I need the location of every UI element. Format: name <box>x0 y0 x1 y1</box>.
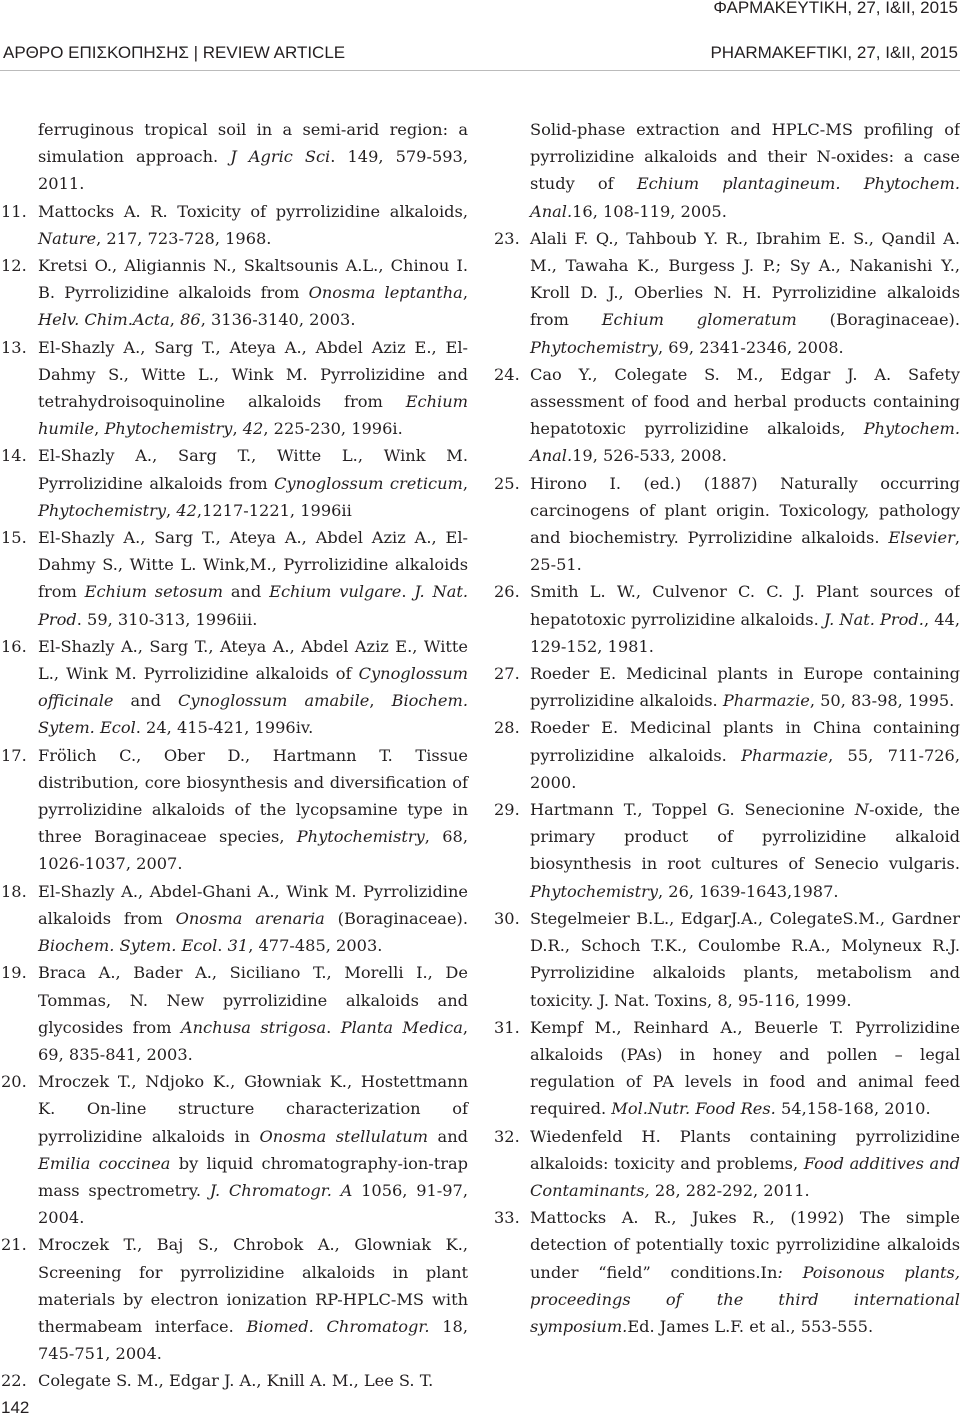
reference-text-italic: Food additives and Contaminants, <box>530 1153 960 1200</box>
reference-entry <box>494 361 960 470</box>
reference-text-italic: Anchusa strigosa <box>180 1017 327 1037</box>
reference-text-italic: Cynoglossum amabile <box>178 691 370 711</box>
reference-entry <box>494 905 960 1014</box>
reference-text-italic: Phytochemistry <box>296 827 425 847</box>
reference-number: 31. <box>494 1017 520 1037</box>
reference-text: Wiedenfeld H. Plants containing pyrrolizidine alkaloids: toxicity and problems, <box>530 1126 960 1173</box>
reference-text: Kempf M., Reinhard A., Beuerle T. Pyrrolizidine alkaloids (PAs) in honey and pollen – legal regulation of PA levels in food and animal feed required. <box>530 1017 960 1119</box>
reference-text-italic: Onosma stellulatum <box>259 1126 429 1146</box>
reference-text: . 59, 310-313, 1996iii. <box>76 609 258 629</box>
reference-text-italic: Planta Medica <box>340 1017 463 1037</box>
reference-entry <box>0 959 468 1068</box>
reference-text: Stegelmeier B.L., EdgarJ.A., ColegateS.M., Gardner D.R., Schoch T.K., Coulombe R.A., Molyneux R.J. Pyrrolizidine alkaloids plants, metabolism and toxicity. J. Nat. Toxins, 8, 95-116, 1999. <box>530 908 960 1010</box>
reference-text: Cao Y., Colegate S. M., Edgar J. A. Safety assessment of food and herbal products containing hepatotoxic pyrrolizidine alkaloids, <box>530 364 960 439</box>
reference-text: , 50, 83-98, 1995. <box>809 691 955 711</box>
reference-text-italic: Elsevier <box>888 528 955 548</box>
reference-text: 16, 108-119, 2005. <box>572 201 727 221</box>
reference-text-italic: Echium plantagineum. Phytochem. Anal. <box>530 174 960 221</box>
reference-entry <box>494 714 960 796</box>
reference-text: Roeder E. Medicinal plants in China containing pyrrolizidine alkaloids. <box>530 718 960 765</box>
reference-text-italic: Echium humile <box>38 392 468 439</box>
reference-number: 24. <box>494 364 520 384</box>
reference-text: , 55, 711-726, 2000. <box>530 745 960 792</box>
reference-text: Roeder E. Medicinal plants in Europe containing pyrrolizidine alkaloids. <box>530 664 960 711</box>
reference-text: , 225-230, 1996i. <box>263 419 403 439</box>
reference-text: El-Shazly A., Sarg T., Ateya A., Abdel Aziz E., El-Dahmy S., Witte L., Wink M. Pyrrolizidine and tetrahydroisoquinoline alkaloids from <box>38 337 468 412</box>
reference-text: . 24, 415-421, 1996iv. <box>135 718 314 738</box>
reference-text-italic: Nature <box>38 228 97 248</box>
reference-text: Ed. James L.F. et al., 553-555. <box>627 1316 874 1336</box>
reference-text: Hirono I. (ed.) (1887) Naturally occurring carcinogens of plant origin. Toxicology, pathology and biochemistry. Pyrrolizidine alkaloids. <box>530 473 960 548</box>
reference-number: 19. <box>1 963 27 983</box>
reference-text-italic: Echium vulgare <box>269 582 402 602</box>
reference-entry <box>494 1014 960 1123</box>
reference-entry <box>0 1068 468 1231</box>
reference-text-italic: Biochem. Sytem. Ecol <box>38 691 468 738</box>
reference-text: El-Shazly A., Abdel-Ghani A., Wink M. Pyrrolizidine alkaloids from <box>38 881 468 928</box>
journal-title-latin: PHARMAKEFTIKI, 27, I&II, 2015 <box>710 43 958 62</box>
reference-text-italic: Cynoglossum officinale <box>38 664 468 711</box>
reference-text: . <box>217 936 228 956</box>
reference-text: , 26, 1639-1643,1987. <box>658 881 839 901</box>
reference-text-italic: J. Chromatogr. A <box>209 1180 353 1200</box>
reference-entry <box>0 116 468 198</box>
reference-text-italic: Biomed. Chromatogr. <box>246 1316 430 1336</box>
reference-number: 33. <box>494 1208 520 1228</box>
reference-number: 12. <box>1 256 27 276</box>
reference-text: 54,158-168, 2010. <box>775 1099 931 1119</box>
reference-entry <box>0 198 468 252</box>
reference-entry <box>0 633 468 742</box>
reference-text-italic: Phytochemistry <box>530 881 659 901</box>
reference-text: , <box>169 310 181 330</box>
reference-text: Hartmann T., Toppel G. Senecionine <box>530 800 855 820</box>
reference-text-italic: Pharmazie <box>722 691 810 711</box>
running-header-top <box>0 0 960 25</box>
reference-text: (Boraginaceae). <box>324 908 468 928</box>
running-header <box>0 36 960 70</box>
reference-entry <box>494 578 960 660</box>
reference-entry <box>0 742 468 878</box>
reference-text: , <box>94 419 105 439</box>
reference-number: 11. <box>1 201 27 221</box>
reference-entry <box>0 252 468 334</box>
references-left-column <box>0 116 468 1395</box>
reference-text-italic: 86 <box>180 310 201 330</box>
reference-text: ,1217-1221, 1996ii <box>196 500 352 520</box>
reference-text-italic: 42 <box>242 419 264 439</box>
reference-number: 18. <box>1 881 27 901</box>
reference-text: (Boraginaceae). <box>796 310 960 330</box>
reference-text: 28, 282-292, 2011. <box>649 1180 810 1200</box>
reference-text: , 217, 723-728, 1968. <box>96 228 272 248</box>
reference-text: Colegate S. M., Edgar J. A., Knill A. M., Lee S. T. <box>38 1371 434 1391</box>
page-number: 142 <box>1 1398 30 1417</box>
reference-text-italic: Emilia coccinea <box>38 1153 171 1173</box>
reference-text: , 69, 2341-2346, 2008. <box>658 337 844 357</box>
reference-number: 30. <box>494 908 520 928</box>
reference-text-italic: Echium glomeratum <box>601 310 797 330</box>
reference-text: . <box>401 582 415 602</box>
header-divider <box>0 70 960 71</box>
reference-text: , 3136-3140, 2003. <box>200 310 356 330</box>
reference-text-italic: Onosma leptantha <box>308 283 463 303</box>
reference-text: Mroczek T., Ndjoko K., Głowniak K., Hostettmann K. On-line structure characterization of pyrrolizidine alkaloids in <box>38 1072 468 1146</box>
journal-title-greek: ΦΑΡΜΑΚΕΥΤΙΚΗ, 27, Ι&ΙΙ, 2015 <box>713 0 958 17</box>
reference-text-italic: Mol.Nutr. Food Res. <box>611 1099 776 1119</box>
reference-text-italic: Onosma arenaria <box>175 908 325 928</box>
reference-text: 18, 745-751, 2004. <box>38 1316 468 1364</box>
reference-text: , 25-51. <box>530 528 960 575</box>
reference-text-italic: J. Nat. Prod. <box>823 609 924 629</box>
reference-text: Smith L. W., Culvenor C. C. J. Plant sources of hepatotoxic pyrrolizidine alkaloids. <box>530 582 960 629</box>
reference-text: Kretsi O., Aligiannis N., Skaltsounis A.L., Chinou I. B. Pyrrolizidine alkaloids from <box>38 256 468 303</box>
reference-text: . 149, 579-593, 2011. <box>38 147 468 194</box>
reference-text: Mroczek T., Baj S., Chrobok A., Glowniak K., Screening for pyrrolizidine alkaloids in plant materials by electron ionization RP-HPLC-MS with thermabeam interface. <box>38 1235 468 1336</box>
reference-text: . <box>326 1017 341 1037</box>
reference-text: El-Shazly A., Sarg T., Witte L., Wink M. Pyrrolizidine alkaloids from <box>38 446 468 493</box>
reference-entry <box>0 442 468 524</box>
reference-entry <box>494 796 960 905</box>
reference-entry <box>0 1367 468 1394</box>
reference-text: Solid-phase extraction and HPLC-MS profiling of pyrrolizidine alkaloids and their N-oxides: a case study of <box>530 120 960 194</box>
reference-number: 22. <box>1 1371 27 1391</box>
reference-text-italic: 42 <box>176 500 197 520</box>
reference-entry <box>494 116 960 225</box>
reference-text: , <box>462 473 468 493</box>
reference-text: by liquid chromatography-ion-trap mass spectrometry. <box>38 1153 468 1200</box>
reference-text-italic: Phytochem. Anal. <box>530 419 960 466</box>
reference-text-italic: 31 <box>227 936 249 956</box>
reference-text: , <box>369 691 392 711</box>
reference-number: 25. <box>494 473 520 493</box>
reference-entry <box>494 660 960 714</box>
reference-entry <box>0 524 468 633</box>
reference-entry <box>0 334 468 443</box>
reference-text-italic: N <box>854 800 869 820</box>
reference-text: , <box>166 500 177 520</box>
reference-text: El-Shazly A., Sarg T., Ateya A., Abdel Aziz A., El-Dahmy S., Witte L. Wink,M., Pyrrolizidine alkaloids from <box>38 528 468 602</box>
reference-text: , <box>232 419 243 439</box>
reference-number: 29. <box>494 800 520 820</box>
reference-text-italic: Cynoglossum creticum <box>274 473 463 493</box>
reference-text: , 69, 835-841, 2003. <box>38 1017 468 1064</box>
reference-text: El-Shazly A., Sarg T., Ateya A., Abdel Aziz E., Witte L., Wink M. Pyrrolizidine alkaloids of <box>38 636 468 684</box>
reference-text: Frölich C., Ober D., Hartmann T. Tissue distribution, core biosynthesis and diversification of pyrrolizidine alkaloids of the lycopsamine type in three Boraginaceae species, <box>38 745 468 847</box>
reference-text-italic: J Agric Sci <box>230 147 331 167</box>
reference-entry <box>494 1204 960 1340</box>
reference-text-italic: Phytochemistry <box>530 337 659 357</box>
reference-text: , <box>462 283 468 303</box>
reference-number: 23. <box>494 228 520 248</box>
reference-entry <box>494 470 960 579</box>
reference-text-italic: Phytochemistry <box>104 419 233 439</box>
reference-number: 21. <box>1 1235 27 1255</box>
reference-text: ferruginous tropical soil in a semi-arid region: a simulation approach. <box>38 120 468 167</box>
reference-text: Mattocks A. R. Toxicity of pyrrolizidine alkaloids, <box>38 201 468 221</box>
reference-text-italic: J. Nat. Prod <box>38 582 468 629</box>
reference-number: 27. <box>494 664 520 684</box>
reference-text: and <box>223 582 270 602</box>
reference-text: , 477-485, 2003. <box>248 936 383 956</box>
reference-text: , 44, 129-152, 1981. <box>530 609 960 656</box>
reference-text-italic: Biochem. Sytem. Ecol <box>38 936 218 956</box>
reference-text: Braca A., Bader A., Siciliano T., Morelli I., De Tommas, N. New pyrrolizidine alkaloids and glycosides from <box>38 963 468 1037</box>
reference-text: 19, 526-533, 2008. <box>572 446 727 466</box>
reference-entry <box>0 878 468 960</box>
reference-text: , 68, 1026-1037, 2007. <box>38 827 468 874</box>
reference-text-italic: Pharmazie <box>741 745 829 765</box>
reference-number: 26. <box>494 582 520 602</box>
reference-text: 1056, 91-97, 2004. <box>38 1180 469 1228</box>
reference-text-italic: Phytochemistry <box>38 500 167 520</box>
reference-number: 13. <box>1 337 27 357</box>
reference-number: 15. <box>1 528 27 548</box>
reference-number: 28. <box>494 718 520 738</box>
reference-text-italic: Helv. Chim.Acta <box>38 310 170 330</box>
reference-text: Alali F. Q., Tahboub Y. R., Ibrahim E. S., Qandil A. M., Tawaha K., Burgess J. P.; Sy A., Nakanishi Y., Kroll D. J., Oberlies N. H. Pyrrolizidine alkaloids from <box>530 228 960 330</box>
reference-entry <box>0 1231 468 1367</box>
reference-entry <box>494 225 960 361</box>
reference-number: 16. <box>1 636 27 656</box>
article-section-label: ΑΡΘΡΟ ΕΠΙΣΚΟΠΗΣΗΣ | REVIEW ARTICLE <box>3 43 346 62</box>
reference-text: -oxide, the primary product of pyrrolizidine alkaloid biosynthesis in root cultures of Senecio vulgaris. <box>530 800 960 874</box>
references-right-column <box>494 116 960 1340</box>
reference-number: 32. <box>494 1126 520 1146</box>
reference-text: and <box>428 1126 468 1146</box>
reference-text: and <box>113 691 179 711</box>
reference-text: Mattocks A. R., Jukes R., (1992) The simple detection of potentially toxic pyrrolizidine alkaloids under “field” conditions.In <box>530 1208 960 1282</box>
reference-text-italic: : Poisonous plants, proceedings of the third international symposium. <box>530 1262 960 1336</box>
reference-text-italic: Echium setosum <box>84 582 223 602</box>
reference-number: 20. <box>1 1072 27 1092</box>
reference-number: 14. <box>1 446 27 466</box>
reference-entry <box>494 1123 960 1205</box>
reference-number: 17. <box>1 745 27 765</box>
